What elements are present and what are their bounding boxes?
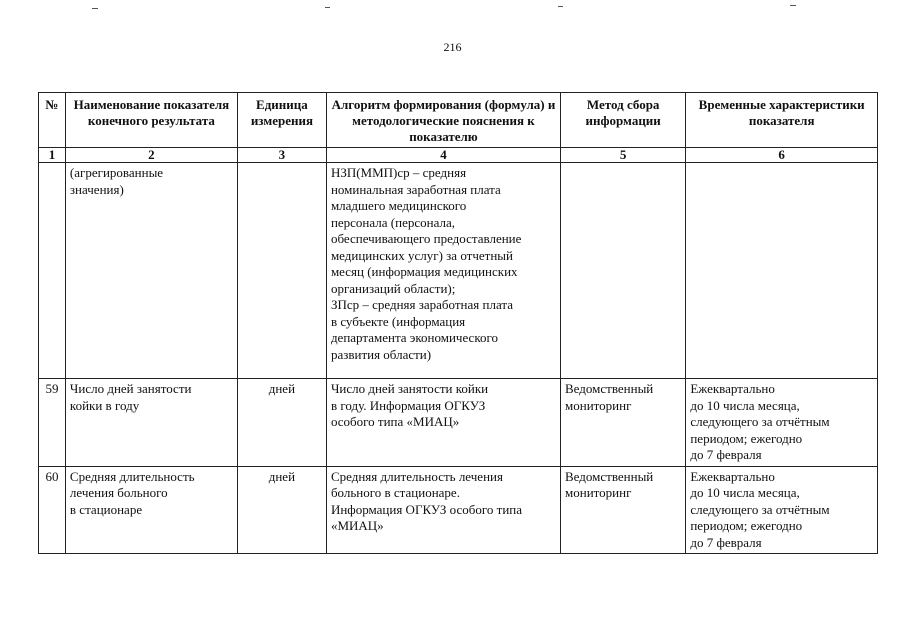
header-unit: Единица измерения [237, 93, 326, 148]
page-number: 216 [443, 40, 462, 54]
indicators-table [38, 92, 878, 554]
algorithm: Средняя длительность лечения больного в стационаре. Информация ОГКУЗ особого типа «МИАЦ» [326, 466, 560, 554]
table-row [39, 466, 878, 554]
column-number: 1 [39, 148, 66, 163]
header-number: № [39, 93, 66, 148]
column-number: 6 [686, 148, 878, 163]
unit [237, 163, 326, 379]
timing: Ежеквартально до 10 числа месяца, следующего за отчётным периодом; ежегодно до 7 февраля [686, 379, 878, 467]
column-number: 3 [237, 148, 326, 163]
column-number: 5 [561, 148, 686, 163]
unit: дней [237, 379, 326, 467]
table-row [39, 163, 878, 379]
row-number: 59 [39, 379, 66, 467]
header-timing: Временные характеристики показателя [686, 93, 878, 148]
header-algorithm: Алгоритм формирования (формула) и методологические пояснения к показателю [326, 93, 560, 148]
unit: дней [237, 466, 326, 554]
header-collection-method: Метод сбора информации [561, 93, 686, 148]
algorithm: Число дней занятости койки в году. Информация ОГКУЗ особого типа «МИАЦ» [326, 379, 560, 467]
scan-mark [790, 5, 796, 6]
table-row [39, 379, 878, 467]
timing [686, 163, 878, 379]
row-number: 60 [39, 466, 66, 554]
indicator-name: Число дней занятости койки в году [65, 379, 237, 467]
indicator-name: (агрегированные значения) [65, 163, 237, 379]
algorithm: НЗП(ММП)ср – средняя номинальная заработная плата младшего медицинского персонала (персонала, обеспечивающего предоставление медицинских услуг) за отчетный месяц (информация медицинских организаций области); ЗПср – средняя заработная плата в субъекте (информация департамента экономического развития области) [326, 163, 560, 379]
collection-method: Ведомственный мониторинг [561, 466, 686, 554]
scan-mark [325, 7, 330, 8]
scan-mark [558, 6, 563, 7]
row-number [39, 163, 66, 379]
scan-mark [92, 8, 98, 9]
header-row [39, 93, 878, 148]
column-number: 2 [65, 148, 237, 163]
column-number: 4 [326, 148, 560, 163]
indicator-name: Средняя длительность лечения больного в стационаре [65, 466, 237, 554]
header-indicator-name: Наименование показателя конечного результата [65, 93, 237, 148]
timing: Ежеквартально до 10 числа месяца, следующего за отчётным периодом; ежегодно до 7 февраля [686, 466, 878, 554]
collection-method [561, 163, 686, 379]
column-number-row [39, 148, 878, 163]
collection-method: Ведомственный мониторинг [561, 379, 686, 467]
